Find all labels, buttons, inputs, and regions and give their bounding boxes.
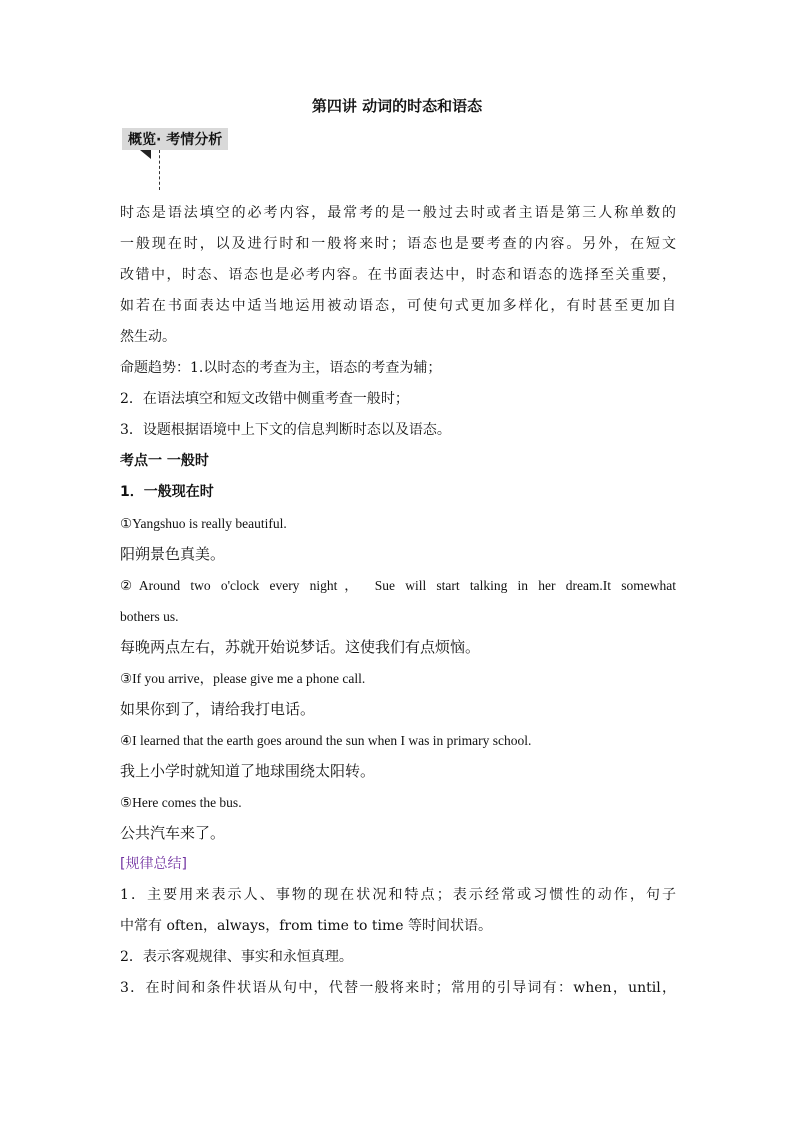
- example-english: ①Yangshuo is really beautiful.: [120, 516, 287, 531]
- intro-line: 然生动。: [120, 329, 176, 345]
- intro-line: 如若在书面表达中适当地运用被动语态，可使句式更加多样化，有时甚至更加自: [120, 298, 676, 314]
- page-title: 第四讲 动词的时态和语态: [311, 97, 483, 115]
- intro-line: 一般现在时，以及进行时和一般将来时；语态也是要考查的内容。另外，在短文: [120, 236, 676, 252]
- example-english: ②Around two o'clock every night， Sue will start talking in her dream.It somewhat: [120, 578, 676, 593]
- trend-line: 2．在语法填空和短文改错中侧重考查一般时；: [120, 391, 409, 407]
- example-chinese: 公共汽车来了。: [120, 824, 226, 842]
- rule-line: 2．表示客观规律、事实和永恒真理。: [120, 949, 353, 965]
- document-body: [120, 198, 676, 1004]
- example-english: bothers us.: [120, 609, 179, 624]
- example-chinese: 每晚两点左右，苏就开始说梦话。这使我们有点烦恼。: [120, 638, 481, 656]
- example-english: ④I learned that the earth goes around the sun when I was in primary school.: [120, 733, 532, 748]
- rule-line: 3．在时间和条件状语从句中，代替一般将来时；常用的引导词有：when，until，: [120, 980, 676, 996]
- rules-heading: [规律总结]: [120, 856, 187, 872]
- banner-triangle-decoration: [140, 150, 151, 159]
- rule-line: 1．主要用来表示人、事物的现在状况和特点；表示经常或习惯性的动作，句子: [120, 887, 676, 903]
- rule-line: 中常有 often，always，from time to time 等时间状语。: [120, 918, 492, 934]
- trend-line: 3．设题根据语境中上下文的信息判断时态以及语态。: [120, 422, 451, 438]
- example-chinese: 我上小学时就知道了地球围绕太阳转。: [120, 762, 376, 780]
- trend-line: 命题趋势：1.以时态的考查为主，语态的考查为辅；: [120, 360, 442, 376]
- example-chinese: 阳朔景色真美。: [120, 545, 226, 563]
- intro-line: 时态是语法填空的必考内容，最常考的是一般过去时或者主语是第三人称单数的: [120, 205, 676, 221]
- example-english: ③If you arrive，please give me a phone call.: [120, 671, 366, 686]
- section-banner: 概览· 考情分析: [122, 128, 228, 150]
- intro-line: 改错中，时态、语态也是必考内容。在书面表达中，时态和语态的选择至关重要，: [120, 267, 676, 283]
- example-english: ⑤Here comes the bus.: [120, 795, 242, 810]
- example-chinese: 如果你到了，请给我打电话。: [120, 700, 316, 718]
- banner-dashed-line: [159, 150, 160, 190]
- section-heading: 考点一 一般时: [120, 453, 209, 469]
- subsection-heading: 1．一般现在时: [120, 484, 214, 500]
